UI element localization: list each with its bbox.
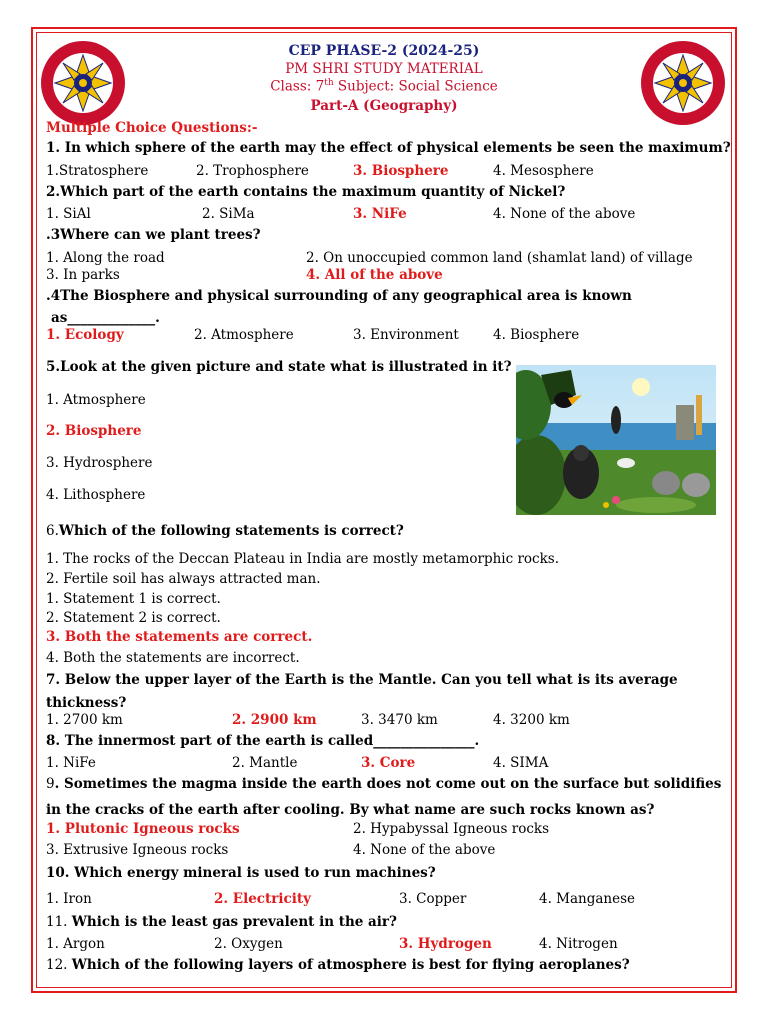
q7-option-1: 1. 2700 km (46, 712, 123, 728)
question-2: 2.Which part of the earth contains the maximum quantity of Nickel? (46, 184, 566, 200)
q6-option-3-answer: 3. Both the statements are correct. (46, 629, 313, 645)
q6-option-1: 1. Statement 1 is correct. (46, 591, 221, 607)
q3-option-1: 1. Along the road (46, 250, 165, 266)
q7-option-3: 3. 3470 km (361, 712, 438, 728)
q1-option-2: 2. Trophosphere (196, 163, 309, 179)
q5-option-1: 1. Atmosphere (46, 392, 146, 408)
q2-option-2: 2. SiMa (202, 206, 255, 222)
header-class-subject: Class: 7th Subject: Social Science (270, 78, 498, 95)
header-material: PM SHRI STUDY MATERIAL (285, 61, 483, 77)
question-4: .4The Biosphere and physical surrounding of any geographical area is known (46, 288, 632, 304)
q2-option-3-answer: 3. NiFe (353, 206, 407, 222)
q11-option-2: 2. Oxygen (214, 936, 283, 952)
q2-option-1: 1. SiAl (46, 206, 91, 222)
q10-option-2-answer: 2. Electricity (214, 891, 311, 907)
q1-option-1: 1.Stratosphere (46, 163, 149, 179)
question-5: 5.Look at the given picture and state what is illustrated in it? (46, 359, 512, 375)
q2-option-4: 4. None of the above (493, 206, 636, 222)
question-6: 6.Which of the following statements is correct? (46, 523, 404, 539)
q4-option-1-answer: 1. Ecology (46, 327, 124, 343)
q6-option-2: 2. Statement 2 is correct. (46, 610, 221, 626)
q5-option-4: 4. Lithosphere (46, 487, 146, 503)
q3-option-3: 3. In parks (46, 267, 120, 283)
q4-option-3: 3. Environment (353, 327, 459, 343)
question-3: .3Where can we plant trees? (46, 227, 261, 243)
question-9: 9. Sometimes the magma inside the earth does not come out on the surface but solidifies (46, 776, 722, 792)
q7-option-2-answer: 2. 2900 km (232, 712, 317, 728)
question-10: 10. Which energy mineral is used to run machines? (46, 865, 436, 881)
q6-option-4: 4. Both the statements are incorrect. (46, 650, 300, 666)
q5-option-3: 3. Hydrosphere (46, 455, 153, 471)
q11-option-1: 1. Argon (46, 936, 105, 952)
question-1: 1. In which sphere of the earth may the effect of physical elements be seen the maximum? (46, 140, 731, 156)
question-7: 7. Below the upper layer of the Earth is the Mantle. Can you tell what is its average (46, 672, 678, 688)
q10-option-3: 3. Copper (399, 891, 467, 907)
q8-option-2: 2. Mantle (232, 755, 298, 771)
q8-option-1: 1. NiFe (46, 755, 96, 771)
question-12: 12. Which of the following layers of atmosphere is best for flying aeroplanes? (46, 957, 630, 973)
q3-option-4-answer: 4. All of the above (306, 267, 443, 283)
q10-option-1: 1. Iron (46, 891, 92, 907)
q1-option-4: 4. Mesosphere (493, 163, 594, 179)
question-4-cont: as_____________. (51, 310, 160, 326)
question-11: 11. Which is the least gas prevalent in the air? (46, 914, 397, 930)
question-8: 8. The innermost part of the earth is called_______________. (46, 733, 480, 749)
q11-option-3-answer: 3. Hydrogen (399, 936, 492, 952)
q11-option-4: 4. Nitrogen (539, 936, 618, 952)
q3-option-2: 2. On unoccupied common land (shamlat land) of village (306, 250, 693, 266)
header-part: Part-A (Geography) (310, 98, 458, 114)
q9-option-1-answer: 1. Plutonic Igneous rocks (46, 821, 240, 837)
q6-statement-1: 1. The rocks of the Deccan Plateau in India are mostly metamorphic rocks. (46, 551, 559, 567)
q9-option-3: 3. Extrusive Igneous rocks (46, 842, 229, 858)
q9-option-4: 4. None of the above (353, 842, 496, 858)
q8-option-3-answer: 3. Core (361, 755, 416, 771)
q4-option-2: 2. Atmosphere (194, 327, 294, 343)
q5-option-2-answer: 2. Biosphere (46, 423, 142, 439)
question-7-cont: thickness? (46, 695, 127, 711)
q8-option-4: 4. SIMA (493, 755, 549, 771)
header-phase: CEP PHASE-2 (2024-25) (288, 43, 480, 59)
question-9-cont: in the cracks of the earth after cooling. By what name are such rocks known as? (46, 802, 655, 818)
q7-option-4: 4. 3200 km (493, 712, 570, 728)
q1-option-3-answer: 3. Biosphere (353, 163, 449, 179)
q9-option-2: 2. Hypabyssal Igneous rocks (353, 821, 549, 837)
section-title: Multiple Choice Questions:- (46, 120, 258, 136)
q10-option-4: 4. Manganese (539, 891, 636, 907)
q6-statement-2: 2. Fertile soil has always attracted man. (46, 571, 321, 587)
biosphere-illustration (516, 365, 716, 515)
q4-option-4: 4. Biosphere (493, 327, 580, 343)
